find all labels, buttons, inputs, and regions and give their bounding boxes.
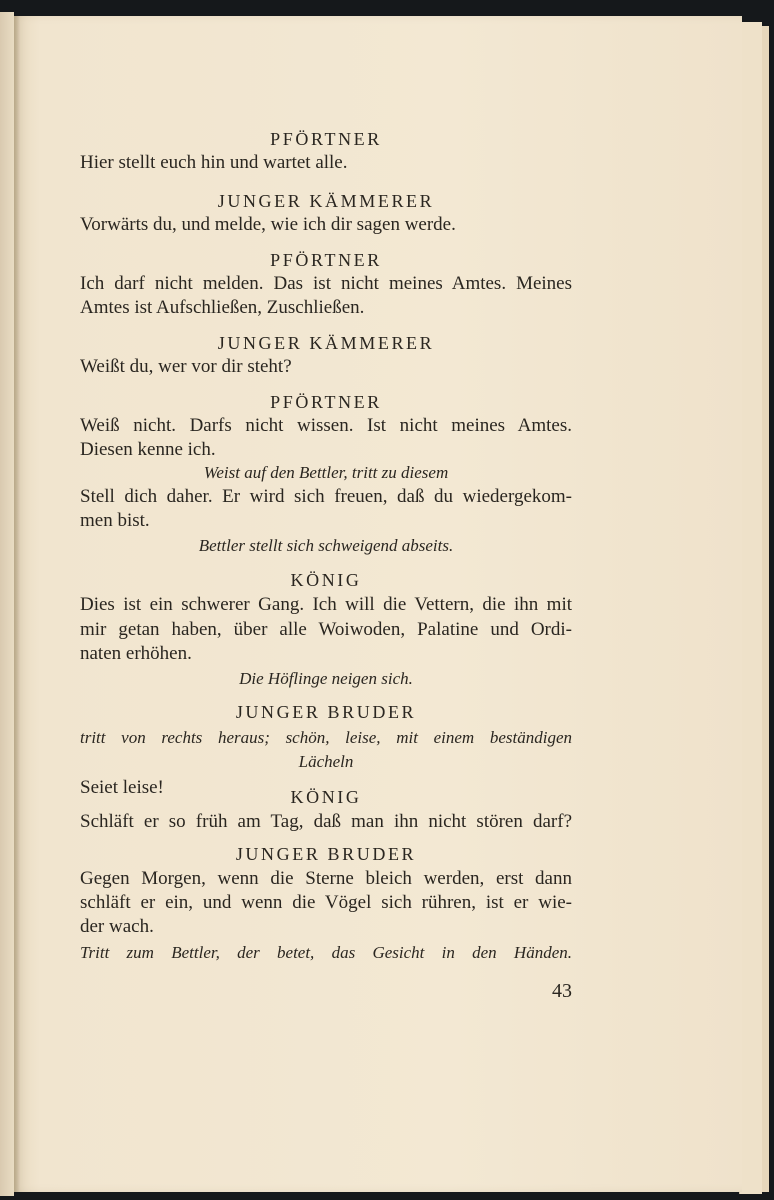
speaker-heading: JUNGER KÄMMERER <box>217 191 435 211</box>
speaker-heading: JUNGER KÄMMERER <box>217 333 435 353</box>
speaker-heading: PFÖRTNER <box>270 250 382 270</box>
page-number: 43 <box>552 980 572 1002</box>
stage-direction: Bettler stellt sich schweigend abseits. <box>198 536 454 555</box>
speech-line: Schläft er so früh am Tag, daß man ihn nicht stören darf? <box>80 811 572 832</box>
left-page-edge <box>0 12 14 1196</box>
speaker-heading: PFÖRTNER <box>270 129 382 149</box>
speech-line: Hier stellt euch hin und wartet alle. <box>80 152 348 173</box>
stage-direction: tritt von rechts heraus; schön, leise, mit einem beständigen <box>80 728 572 747</box>
speech-line: schläft er ein, und wenn die Vögel sich rühren, ist er wie- <box>80 892 572 913</box>
page-gutter-shadow <box>14 16 20 1192</box>
speech-line: Gegen Morgen, wenn die Sterne bleich werden, erst dann <box>80 868 572 889</box>
stage-direction: Lächeln <box>298 752 354 771</box>
speaker-heading: KÖNIG <box>290 787 362 807</box>
stage-direction: Die Höflinge neigen sich. <box>239 669 413 688</box>
speech-line: der wach. <box>80 916 154 937</box>
stage-direction: Tritt zum Bettler, der betet, das Gesicht in den Händen. <box>80 943 572 962</box>
speaker-heading: KÖNIG <box>290 570 362 590</box>
speech-line: Weißt du, wer vor dir steht? <box>80 356 292 377</box>
speaker-heading: PFÖRTNER <box>270 392 382 412</box>
speech-line: mir getan haben, über alle Woiwoden, Palatine und Ordi- <box>80 619 572 640</box>
speech-line: Stell dich daher. Er wird sich freuen, daß du wiedergekom- <box>80 486 572 507</box>
speech-line: Diesen kenne ich. <box>80 439 216 460</box>
speech-line: Vorwärts du, und melde, wie ich dir sagen werde. <box>80 214 456 235</box>
speech-line: naten erhöhen. <box>80 643 192 664</box>
page-stack-edge <box>739 22 762 1194</box>
speech-line: men bist. <box>80 510 150 531</box>
speech-line: Ich darf nicht melden. Das ist nicht meines Amtes. Meines <box>80 273 572 294</box>
speech-line: Amtes ist Aufschließen, Zuschließen. <box>80 297 365 318</box>
speech-line: Weiß nicht. Darfs nicht wissen. Ist nicht meines Amtes. <box>80 415 572 436</box>
speech-line: Seiet leise! <box>80 777 164 798</box>
speech-line: Dies ist ein schwerer Gang. Ich will die Vettern, die ihn mit <box>80 594 572 615</box>
speaker-heading: JUNGER BRUDER <box>235 844 417 864</box>
speaker-heading: JUNGER BRUDER <box>235 702 417 722</box>
stage-direction: Weist auf den Bettler, tritt zu diesem <box>203 463 449 482</box>
